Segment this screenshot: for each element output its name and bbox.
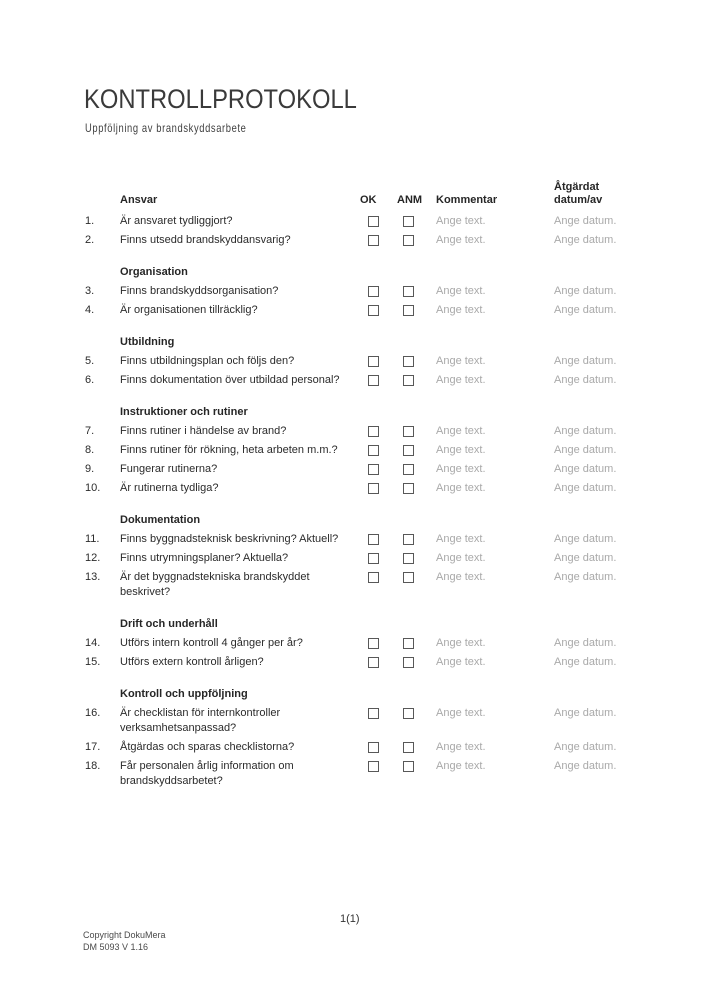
checklist-item-row [0, 284, 707, 299]
footer-copyright: Copyright DokuMera [83, 930, 166, 940]
anm-cell [397, 636, 436, 649]
anm-checkbox[interactable] [403, 375, 414, 386]
date-field[interactable]: Ange datum. [554, 637, 617, 649]
comment-field[interactable]: Ange text. [436, 463, 486, 475]
item-number: 4. [85, 304, 95, 316]
table-header-row [0, 181, 707, 207]
comment-field[interactable]: Ange text. [436, 552, 486, 564]
anm-checkbox[interactable] [403, 305, 414, 316]
date-field[interactable]: Ange datum. [554, 533, 617, 545]
anm-cell [397, 706, 436, 719]
anm-cell [397, 373, 436, 386]
date-field[interactable]: Ange datum. [554, 285, 617, 297]
ok-checkbox[interactable] [368, 742, 379, 753]
anm-cell [397, 551, 436, 564]
ok-cell [360, 740, 397, 753]
ok-checkbox[interactable] [368, 638, 379, 649]
ok-cell [360, 532, 397, 545]
item-number: 2. [85, 234, 95, 246]
item-question: Är checklistan för internkontroller verksamhetsanpassad? [120, 707, 281, 734]
anm-checkbox[interactable] [403, 483, 414, 494]
item-number: 5. [85, 355, 95, 367]
ok-checkbox[interactable] [368, 708, 379, 719]
ok-cell [360, 551, 397, 564]
item-number: 15. [85, 656, 101, 668]
date-field[interactable]: Ange datum. [554, 741, 617, 753]
ok-checkbox[interactable] [368, 657, 379, 668]
anm-checkbox[interactable] [403, 742, 414, 753]
anm-cell [397, 424, 436, 437]
checklist-item-row [0, 354, 707, 369]
date-field[interactable]: Ange datum. [554, 425, 617, 437]
checklist-item-row [0, 551, 707, 566]
anm-checkbox[interactable] [403, 708, 414, 719]
item-number: 3. [85, 285, 95, 297]
comment-field[interactable]: Ange text. [436, 444, 486, 456]
date-field[interactable]: Ange datum. [554, 656, 617, 668]
date-field[interactable]: Ange datum. [554, 760, 617, 772]
item-question: Åtgärdas och sparas checklistorna? [120, 741, 295, 753]
column-header-atgardat-datum [554, 181, 707, 207]
ok-cell [360, 233, 397, 246]
footer [83, 930, 166, 953]
section-row [0, 513, 707, 528]
anm-checkbox[interactable] [403, 445, 414, 456]
item-number: 9. [85, 463, 95, 475]
anm-cell [397, 233, 436, 246]
item-question: Finns byggnadsteknisk beskrivning? Aktuell? [120, 533, 339, 545]
anm-checkbox[interactable] [403, 426, 414, 437]
anm-checkbox[interactable] [403, 235, 414, 246]
anm-checkbox[interactable] [403, 216, 414, 227]
anm-checkbox[interactable] [403, 553, 414, 564]
section-number-spacer [85, 265, 120, 266]
date-field[interactable]: Ange datum. [554, 552, 617, 564]
date-field[interactable]: Ange datum. [554, 355, 617, 367]
checklist-item-row [0, 443, 707, 458]
checklist-item-row [0, 706, 707, 736]
section-title-ansvar: Ansvar [120, 194, 158, 206]
ok-checkbox[interactable] [368, 305, 379, 316]
anm-cell [397, 655, 436, 668]
anm-cell [397, 443, 436, 456]
item-number: 12. [85, 552, 101, 564]
ok-checkbox[interactable] [368, 286, 379, 297]
checklist-item-row [0, 424, 707, 439]
anm-checkbox[interactable] [403, 534, 414, 545]
checklist-item-row [0, 636, 707, 651]
ok-cell [360, 655, 397, 668]
item-number: 11. [85, 533, 100, 545]
ok-cell [360, 284, 397, 297]
anm-cell [397, 740, 436, 753]
item-question: Finns brandskyddsorganisation? [120, 285, 279, 297]
ok-cell [360, 706, 397, 719]
ok-cell [360, 636, 397, 649]
ok-checkbox[interactable] [368, 235, 379, 246]
comment-field[interactable]: Ange text. [436, 741, 486, 753]
section-number-spacer [85, 513, 120, 514]
section-title: Drift och underhåll [120, 618, 218, 630]
comment-field[interactable]: Ange text. [436, 234, 486, 246]
item-number: 13. [85, 571, 101, 583]
checklist-item-row [0, 303, 707, 318]
anm-cell [397, 354, 436, 367]
section-title: Utbildning [120, 336, 175, 348]
date-field[interactable]: Ange datum. [554, 234, 617, 246]
checklist-table [0, 181, 707, 793]
item-number: 18. [85, 760, 101, 772]
item-question: Finns rutiner i händelse av brand? [120, 425, 287, 437]
comment-field[interactable]: Ange text. [436, 482, 486, 494]
ok-cell [360, 481, 397, 494]
item-question: Är ansvaret tydliggjort? [120, 215, 233, 227]
anm-checkbox[interactable] [403, 356, 414, 367]
item-question: Utförs extern kontroll årligen? [120, 656, 264, 668]
ok-checkbox[interactable] [368, 483, 379, 494]
header-number-spacer [85, 206, 120, 207]
ok-checkbox[interactable] [368, 445, 379, 456]
section-row [0, 405, 707, 420]
column-header-ok: OK [360, 194, 377, 206]
item-question: Finns utsedd brandskyddansvarig? [120, 234, 291, 246]
section-number-spacer [85, 335, 120, 336]
date-field[interactable]: Ange datum. [554, 571, 617, 583]
anm-cell [397, 759, 436, 772]
ok-checkbox[interactable] [368, 553, 379, 564]
section-title: Kontroll och uppföljning [120, 688, 248, 700]
ok-cell [360, 462, 397, 475]
item-question: Är det byggnadstekniska brandskyddet beskrivet? [120, 571, 310, 598]
anm-cell [397, 462, 436, 475]
item-number: 7. [85, 425, 95, 437]
column-header-kommentar: Kommentar [436, 194, 498, 206]
anm-checkbox[interactable] [403, 464, 414, 475]
item-number: 17. [85, 741, 101, 753]
checklist-item-row [0, 214, 707, 229]
item-question: Finns dokumentation över utbildad personal? [120, 374, 340, 386]
ok-cell [360, 354, 397, 367]
ok-checkbox[interactable] [368, 534, 379, 545]
ok-checkbox[interactable] [368, 761, 379, 772]
anm-checkbox[interactable] [403, 638, 414, 649]
item-question: Finns rutiner för rökning, heta arbeten m.m.? [120, 444, 338, 456]
checklist-item-row [0, 740, 707, 755]
section-number-spacer [85, 617, 120, 618]
item-question: Är rutinerna tydliga? [120, 482, 219, 494]
checklist-item-row [0, 570, 707, 600]
checklist-item-row [0, 481, 707, 496]
ok-cell [360, 424, 397, 437]
ok-cell [360, 443, 397, 456]
ok-checkbox[interactable] [368, 464, 379, 475]
ok-cell [360, 759, 397, 772]
item-number: 14. [85, 637, 101, 649]
item-number: 8. [85, 444, 95, 456]
item-question: Fungerar rutinerna? [120, 463, 218, 475]
checklist-item-row [0, 462, 707, 477]
item-question: Utförs intern kontroll 4 gånger per år? [120, 637, 303, 649]
item-question: Finns utbildningsplan och följs den? [120, 355, 295, 367]
anm-cell [397, 214, 436, 227]
anm-cell [397, 570, 436, 583]
item-number: 1. [85, 215, 95, 227]
document-subtitle: Uppföljning av brandskyddsarbete [85, 121, 247, 135]
date-field[interactable]: Ange datum. [554, 463, 617, 475]
checklist-item-row [0, 655, 707, 670]
page-number: 1(1) [340, 913, 360, 925]
date-field[interactable]: Ange datum. [554, 482, 617, 494]
ok-cell [360, 303, 397, 316]
section-title: Dokumentation [120, 514, 201, 526]
comment-field[interactable]: Ange text. [436, 571, 486, 583]
section-row [0, 687, 707, 702]
column-header-atgardat-line2: datum/av [554, 194, 603, 206]
comment-field[interactable]: Ange text. [436, 304, 486, 316]
ok-cell [360, 214, 397, 227]
checklist-item-row [0, 373, 707, 388]
section-title: Organisation [120, 266, 188, 278]
ok-checkbox[interactable] [368, 356, 379, 367]
checklist-item-row [0, 233, 707, 248]
comment-field[interactable]: Ange text. [436, 215, 486, 227]
anm-cell [397, 532, 436, 545]
anm-checkbox[interactable] [403, 657, 414, 668]
comment-field[interactable]: Ange text. [436, 656, 486, 668]
item-question: Är organisationen tillräcklig? [120, 304, 258, 316]
ok-cell [360, 570, 397, 583]
column-header-atgardat-line1: Åtgärdat [554, 181, 600, 193]
table-rows [0, 214, 707, 789]
comment-field[interactable]: Ange text. [436, 533, 486, 545]
anm-checkbox[interactable] [403, 761, 414, 772]
section-row [0, 335, 707, 350]
anm-checkbox[interactable] [403, 572, 414, 583]
comment-field[interactable]: Ange text. [436, 355, 486, 367]
checklist-item-row [0, 759, 707, 789]
section-number-spacer [85, 687, 120, 688]
column-header-anm: ANM [397, 194, 423, 206]
date-field[interactable]: Ange datum. [554, 444, 617, 456]
section-row [0, 265, 707, 280]
section-number-spacer [85, 405, 120, 406]
section-title: Instruktioner och rutiner [120, 406, 248, 418]
ok-checkbox[interactable] [368, 216, 379, 227]
ok-checkbox[interactable] [368, 375, 379, 386]
checklist-item-row [0, 532, 707, 547]
date-field[interactable]: Ange datum. [554, 304, 617, 316]
ok-cell [360, 373, 397, 386]
item-number: 10. [85, 482, 101, 494]
anm-cell [397, 481, 436, 494]
comment-field[interactable]: Ange text. [436, 285, 486, 297]
comment-field[interactable]: Ange text. [436, 374, 486, 386]
comment-field[interactable]: Ange text. [436, 707, 486, 719]
comment-field[interactable]: Ange text. [436, 637, 486, 649]
ok-checkbox[interactable] [368, 572, 379, 583]
anm-checkbox[interactable] [403, 286, 414, 297]
item-question: Finns utrymningsplaner? Aktuella? [120, 552, 289, 564]
comment-field[interactable]: Ange text. [436, 425, 486, 437]
date-field[interactable]: Ange datum. [554, 215, 617, 227]
anm-cell [397, 303, 436, 316]
item-question: Får personalen årlig information om brandskyddsarbetet? [120, 760, 294, 787]
anm-cell [397, 284, 436, 297]
document-title: KONTROLLPROTOKOLL [84, 84, 357, 114]
item-number: 6. [85, 374, 95, 386]
section-row [0, 617, 707, 632]
comment-field[interactable]: Ange text. [436, 760, 486, 772]
footer-doc-id: DM 5093 V 1.16 [83, 941, 149, 952]
item-number: 16. [85, 707, 101, 719]
ok-checkbox[interactable] [368, 426, 379, 437]
date-field[interactable]: Ange datum. [554, 374, 617, 386]
date-field[interactable]: Ange datum. [554, 707, 617, 719]
